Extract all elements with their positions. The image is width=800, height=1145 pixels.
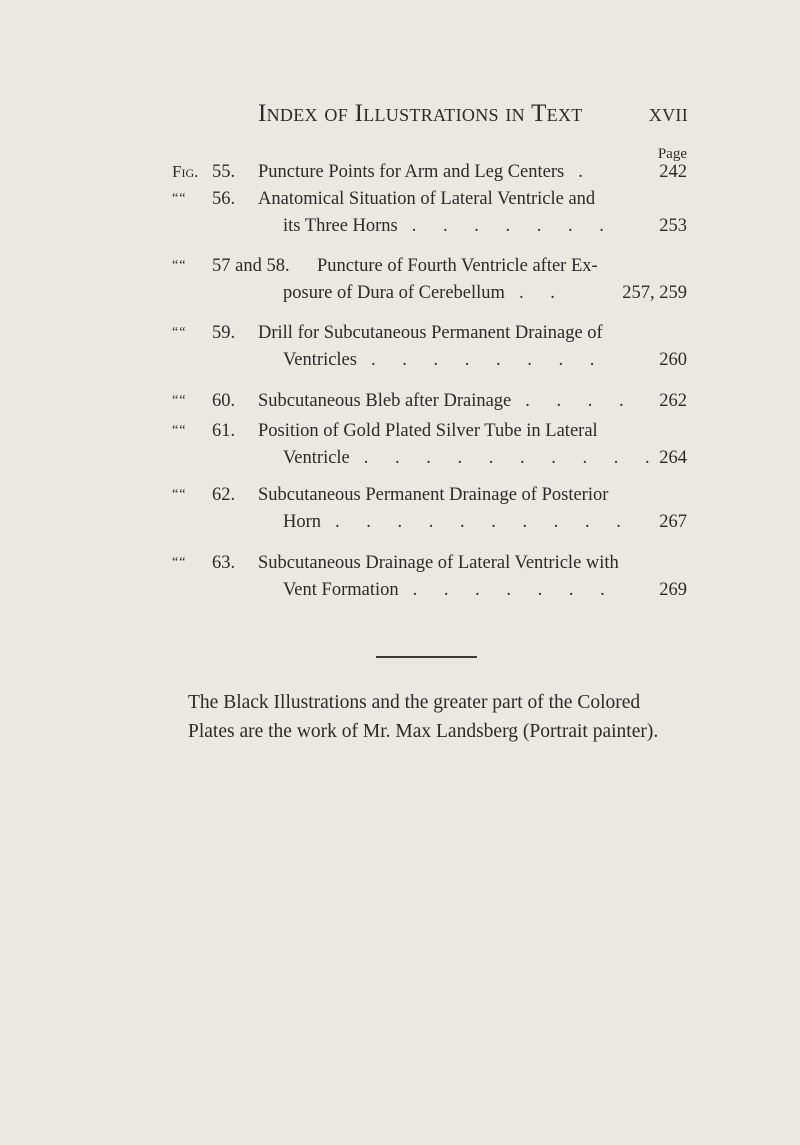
entry-page: 253 <box>659 216 687 236</box>
index-entry <box>0 189 800 243</box>
entry-title-continued: its Three Horns <box>283 216 398 236</box>
leader-dots: . . . . . . . <box>412 580 616 600</box>
page-number: xvii <box>648 100 688 127</box>
entry-page: 260 <box>659 350 687 370</box>
header-word: of <box>324 100 349 127</box>
entry-number: 57 and 58. <box>212 256 290 276</box>
index-entry <box>0 391 800 418</box>
entry-page: 242 <box>659 162 687 182</box>
leader-dots: . . . . . . . . . . <box>363 448 661 468</box>
section-divider <box>376 656 477 658</box>
entry-title: Puncture Points for Arm and Leg Centers <box>258 162 565 182</box>
leader-dots: . . . . . . . <box>411 216 615 236</box>
entry-page: 269 <box>659 580 687 600</box>
running-header <box>258 100 688 128</box>
entry-title-continued: Ventricles <box>283 350 357 370</box>
index-entry <box>0 162 800 189</box>
entry-page: 262 <box>659 391 687 411</box>
illustration-credit <box>188 688 688 746</box>
entry-number: 55. <box>212 162 236 182</box>
entry-title: Position of Gold Plated Silver Tube in Lateral <box>258 421 598 441</box>
leader-dots: . . . . . . . . <box>370 350 606 370</box>
ditto-mark: ““ <box>172 393 187 408</box>
index-entry <box>0 485 800 539</box>
ditto-mark: ““ <box>172 555 187 570</box>
ditto-mark: ““ <box>172 325 187 340</box>
entry-number: 63. <box>212 553 236 573</box>
entry-number: 59. <box>212 323 236 343</box>
entry-title-continued: Horn <box>283 512 322 532</box>
entry-title: Anatomical Situation of Lateral Ventricle and <box>258 189 596 209</box>
page-column-heading: Page <box>657 146 687 162</box>
entry-prefix: Fig. <box>172 162 199 181</box>
entry-page: 267 <box>659 512 687 532</box>
ditto-mark: ““ <box>172 191 187 206</box>
entry-title-continued: Vent Formation <box>283 580 399 600</box>
leader-dots: . <box>578 162 594 182</box>
entry-title: Subcutaneous Permanent Drainage of Posterior <box>258 485 609 505</box>
leader-dots: . . . . <box>525 391 635 411</box>
header-word: in <box>505 100 525 127</box>
entry-number: 56. <box>212 189 236 209</box>
entry-page: 257, 259 <box>622 283 687 303</box>
index-entry <box>0 421 800 475</box>
leader-dots: . . . . . . . . . . <box>335 512 632 532</box>
leader-dots: . . <box>518 283 566 303</box>
entry-number: 62. <box>212 485 236 505</box>
entry-title: Subcutaneous Drainage of Lateral Ventricle with <box>258 553 619 573</box>
entry-number: 61. <box>212 421 236 441</box>
entry-title-continued: Ventricle <box>283 448 350 468</box>
header-word: Index <box>258 100 318 127</box>
index-entry <box>0 553 800 607</box>
header-title <box>258 100 583 127</box>
entry-page: 264 <box>659 448 687 468</box>
index-entry <box>0 256 800 310</box>
ditto-mark: ““ <box>172 487 187 502</box>
credit-line: Plates are the work of Mr. Max Landsberg (Portrait painter). <box>188 721 659 742</box>
ditto-mark: ““ <box>172 423 187 438</box>
header-word: Text <box>531 100 583 127</box>
entry-title: Drill for Subcutaneous Permanent Drainage of <box>258 323 603 343</box>
index-entry <box>0 323 800 377</box>
ditto-mark: ““ <box>172 258 187 273</box>
entry-number: 60. <box>212 391 236 411</box>
entry-title-continued: posure of Dura of Cerebellum <box>283 283 505 303</box>
entry-title: Subcutaneous Bleb after Drainage <box>258 391 512 411</box>
header-word: Illustrations <box>354 100 499 127</box>
entry-title: Puncture of Fourth Ventricle after Ex- <box>317 256 598 276</box>
credit-line: The Black Illustrations and the greater part of the Colored <box>188 692 641 713</box>
